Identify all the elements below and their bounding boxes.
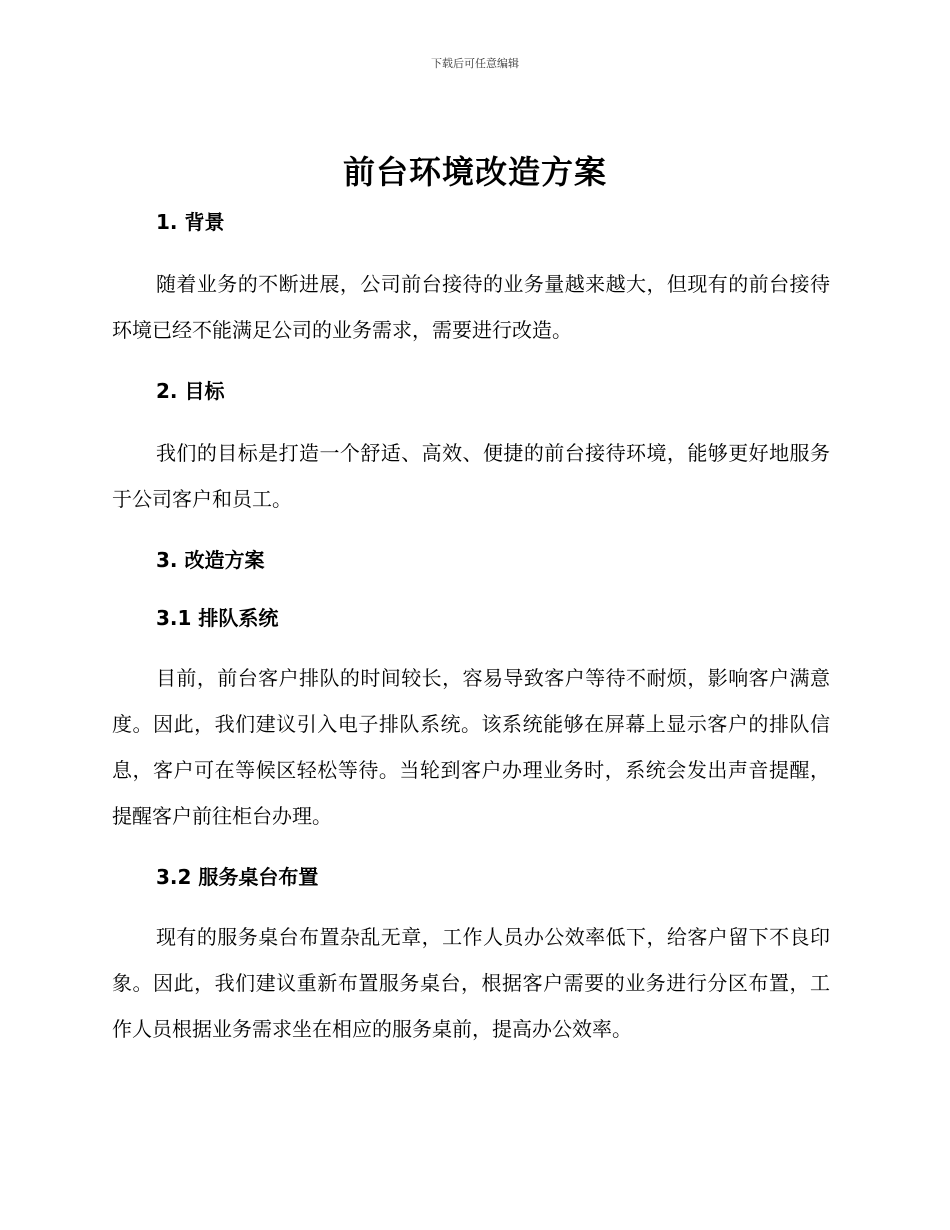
heading-goal: 2. 目标 [156,379,225,403]
paragraph-queue-system: 目前，前台客户排队的时间较长，容易导致客户等待不耐烦，影响客户满意度。因此，我们建议引入电子排队系统。该系统能够在屏幕上显示客户的排队信息，客户可在等候区轻松等待。当轮到客户办理业务时，系统会发出声音提醒，提醒客户前往柜台办理。 [112,666,830,828]
heading-plan: 3. 改造方案 [156,548,265,572]
heading-service-desk: 3.2 服务桌台布置 [156,865,319,889]
paragraph-goal: 我们的目标是打造一个舒适、高效、便捷的前台接待环境，能够更好地服务于公司客户和员工。 [112,441,830,511]
document-body [112,204,830,1052]
paragraph-service-desk: 现有的服务桌台布置杂乱无章，工作人员办公效率低下，给客户留下不良印象。因此，我们建议重新布置服务桌台，根据客户需要的业务进行分区布置，工作人员根据业务需求坐在相应的服务桌前，提高办公效率。 [112,925,830,1041]
heading-queue-system: 3.1 排队系统 [156,606,279,630]
header-note: 下载后可任意编辑 [431,57,519,70]
heading-background: 1. 背景 [156,210,225,234]
paragraph-background: 随着业务的不断进展，公司前台接待的业务量越来越大，但现有的前台接待环境已经不能满足公司的业务需求，需要进行改造。 [112,272,830,342]
document-title: 前台环境改造方案 [342,153,607,191]
